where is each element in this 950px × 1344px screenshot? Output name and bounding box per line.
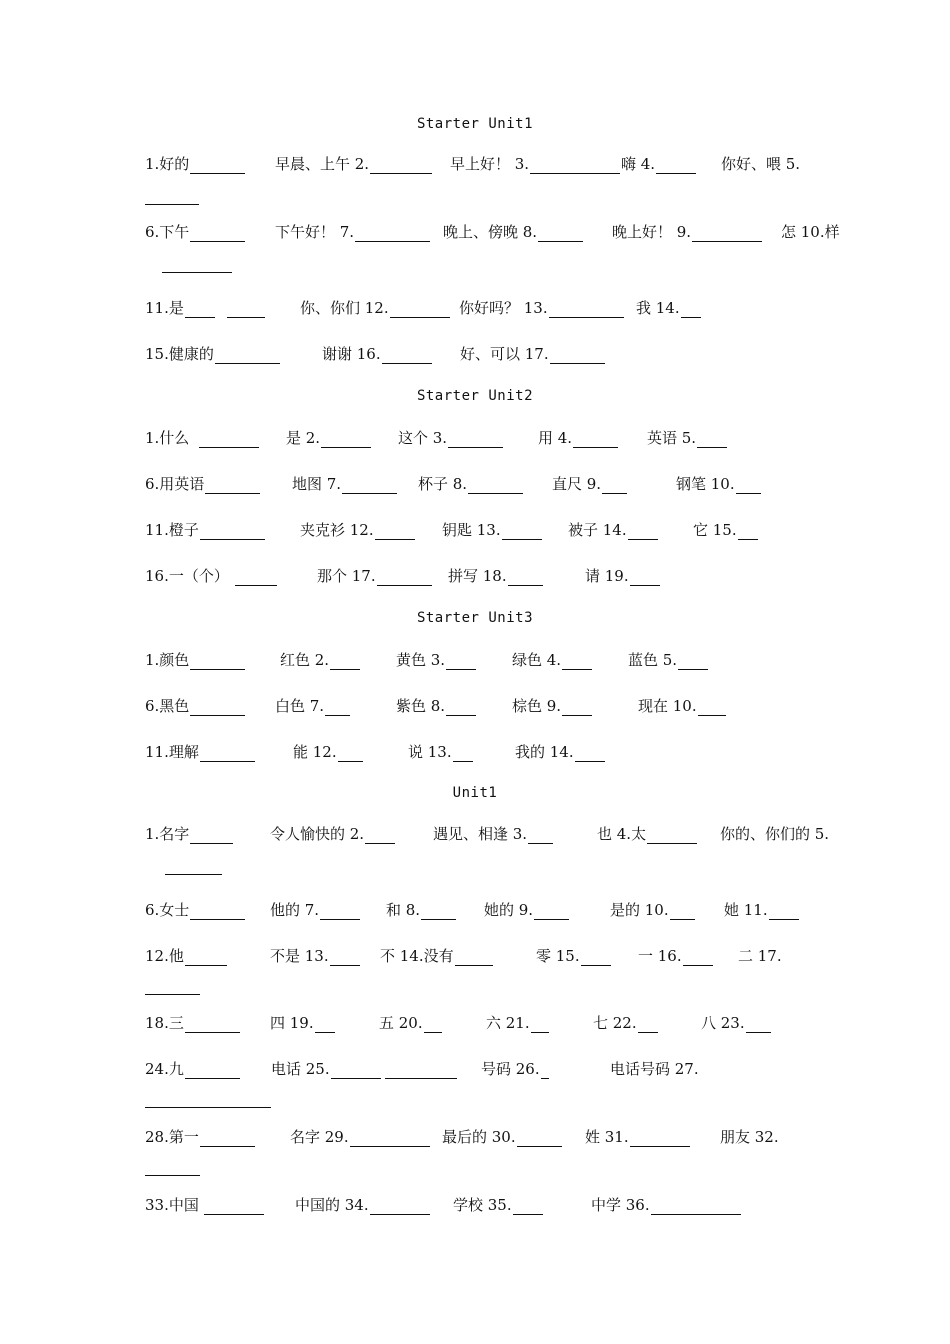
answer-blank[interactable] [692,223,762,242]
worksheet-line [145,520,845,540]
answer-blank[interactable] [531,1014,549,1033]
vocab-item: 它 15. [693,520,758,540]
answer-blank[interactable] [190,155,245,174]
vocab-item: 名字 29. [290,1127,430,1147]
answer-blank[interactable] [331,1060,381,1079]
vocab-item: 怎 10.样 [781,223,840,241]
answer-blank[interactable] [185,1014,240,1033]
vocab-item: 请 19. [585,566,660,586]
vocab-item: 1.颜色 [145,650,245,670]
answer-blank[interactable] [165,873,222,875]
vocab-item: 用 4. [538,428,618,448]
vocab-item: 不是 13. [270,946,360,966]
vocab-item: 杯子 8. [418,474,523,494]
answer-blank[interactable] [502,521,542,540]
answer-blank[interactable] [541,1060,549,1079]
vocab-item: 6.女士 [145,900,245,920]
vocab-item: 蓝色 5. [628,650,708,670]
vocab-item: 33.中国 [145,1195,264,1215]
answer-blank[interactable] [455,947,493,966]
answer-blank[interactable] [145,1174,200,1176]
answer-blank[interactable] [162,271,232,273]
answer-blank[interactable] [227,299,265,318]
answer-blank[interactable] [325,697,350,716]
vocab-item: 12.他 [145,946,227,966]
vocab-item: 拼写 18. [448,566,543,586]
answer-blank[interactable] [573,429,618,448]
worksheet-line [145,428,845,448]
answer-blank[interactable] [190,651,245,670]
vocab-item: 也 4.太 [597,824,697,844]
worksheet-line [145,1195,845,1215]
answer-blank[interactable] [446,651,476,670]
vocab-item: 说 13. [408,742,473,762]
vocab-item: 这个 3. [398,428,503,448]
worksheet-line [145,1127,845,1147]
vocab-item: 28.第一 [145,1127,255,1147]
answer-blank[interactable] [678,651,708,670]
vocab-item: 他的 7. [270,900,360,920]
vocab-item: 那个 17. [317,566,432,586]
answer-blank[interactable] [375,521,415,540]
vocab-item: 不 14.没有 [380,946,493,966]
vocab-item: 最后的 30. [442,1127,562,1147]
answer-blank[interactable] [365,825,395,844]
answer-blank[interactable] [656,155,696,174]
vocab-item: 中学 36. [591,1195,741,1215]
section-title-starter-unit3: Starter Unit3 [416,610,534,626]
vocab-item: 6.用英语 [145,474,260,494]
answer-blank[interactable] [670,901,695,920]
answer-blank[interactable] [630,567,660,586]
answer-blank[interactable] [575,743,605,762]
answer-blank[interactable] [630,1128,690,1147]
vocab-item: 24.九 [145,1059,240,1079]
vocab-item: 现在 10. [638,696,726,716]
answer-blank[interactable] [517,1128,562,1147]
answer-blank[interactable] [421,901,456,920]
vocab-item: 紫色 8. [396,696,476,716]
answer-blank[interactable] [315,1014,335,1033]
worksheet-line [145,696,845,716]
worksheet-line [145,900,845,920]
vocab-item: 晚上好！ 9. [612,222,762,242]
answer-blank[interactable] [769,901,799,920]
answer-blank[interactable] [508,567,543,586]
answer-blank[interactable] [145,203,199,205]
vocab-item: 11.是 [145,298,265,318]
answer-blank[interactable] [382,345,432,364]
worksheet-line [145,1013,845,1033]
vocab-item: 红色 2. [280,650,360,670]
worksheet-line [145,566,845,586]
vocab-item: 6.下午 [145,222,245,242]
vocab-item: 姓 31. [585,1127,690,1147]
vocab-item: 1.好的 [145,154,245,174]
worksheet-line [145,650,845,670]
vocab-item: 朋友 32. [720,1128,779,1146]
answer-blank[interactable] [190,697,245,716]
vocab-item: 二 17. [738,947,782,965]
answer-blank[interactable] [468,475,523,494]
vocab-item: 1.名字 [145,824,233,844]
vocab-item: 号码 26. [481,1059,549,1079]
vocab-item: 五 20. [379,1013,442,1033]
answer-blank[interactable] [549,299,624,318]
answer-blank[interactable] [330,651,360,670]
answer-blank[interactable] [736,475,761,494]
answer-blank[interactable] [738,521,758,540]
answer-blank[interactable] [205,475,260,494]
worksheet-line [145,742,845,762]
answer-blank[interactable] [342,475,397,494]
vocab-item: 11.橙子 [145,520,265,540]
vocab-item: 你的、你们的 5. [720,825,830,843]
vocab-item: 她 11. [724,900,799,920]
answer-blank[interactable] [746,1014,771,1033]
vocab-item: 棕色 9. [512,696,592,716]
vocab-item: 钥匙 13. [442,520,542,540]
answer-blank[interactable] [647,825,697,844]
answer-blank[interactable] [200,521,265,540]
vocab-item: 电话号码 27. [610,1060,699,1078]
vocab-item: 早晨、上午 2. [275,154,432,174]
vocab-item: 地图 7. [292,474,397,494]
answer-blank[interactable] [320,901,360,920]
answer-blank[interactable] [530,155,620,174]
answer-blank[interactable] [370,1196,430,1215]
answer-blank[interactable] [638,1014,658,1033]
answer-blank[interactable] [651,1196,741,1215]
answer-blank[interactable] [355,223,430,242]
answer-blank[interactable] [697,429,727,448]
answer-blank[interactable] [190,825,233,844]
worksheet-line [145,946,845,966]
vocab-item: 中国的 34. [295,1195,430,1215]
answer-blank[interactable] [681,299,701,318]
answer-blank[interactable] [602,475,627,494]
answer-blank[interactable] [448,429,503,448]
answer-blank[interactable] [338,743,363,762]
answer-blank[interactable] [200,743,255,762]
answer-blank[interactable] [215,345,280,364]
vocab-item: 她的 9. [484,900,569,920]
answer-blank[interactable] [204,1196,264,1215]
vocab-item: 我的 14. [515,742,605,762]
vocab-item: 直尺 9. [552,474,627,494]
vocab-item: 18.三 [145,1013,240,1033]
answer-blank[interactable] [321,429,371,448]
vocab-item: 英语 5. [647,428,727,448]
answer-blank[interactable] [185,299,215,318]
worksheet-line [145,298,845,318]
answer-blank[interactable] [377,567,432,586]
vocab-item: 是的 10. [610,900,695,920]
vocab-item: 能 12. [293,742,363,762]
worksheet-line [145,824,845,844]
answer-blank[interactable] [190,223,245,242]
vocab-item: 下午好！ 7. [275,222,430,242]
worksheet-line [145,154,845,174]
answer-blank[interactable] [145,1106,271,1108]
answer-blank[interactable] [200,1128,255,1147]
answer-blank[interactable] [538,223,583,242]
answer-blank[interactable] [628,521,658,540]
vocab-item: 1.什么 [145,428,259,448]
worksheet-line [145,344,845,364]
answer-blank[interactable] [385,1060,457,1079]
answer-blank[interactable] [698,697,726,716]
answer-blank[interactable] [424,1014,442,1033]
vocab-item: 16.一（个） [145,566,277,586]
answer-blank[interactable] [453,743,473,762]
answer-blank[interactable] [446,697,476,716]
answer-blank[interactable] [683,947,713,966]
vocab-item: 早上好！ 3. [450,154,620,174]
worksheet-line [145,474,845,494]
vocab-item: 白色 7. [275,696,350,716]
vocab-item: 学校 35. [453,1195,543,1215]
section-title-starter-unit1: Starter Unit1 [416,116,534,132]
vocab-item: 晚上、傍晚 8. [443,222,583,242]
vocab-item: 遇见、相逢 3. [433,824,553,844]
vocab-item: 6.黑色 [145,696,245,716]
vocab-item: 11.理解 [145,742,255,762]
vocab-item: 令人愉快的 2. [270,824,395,844]
answer-blank[interactable] [390,299,450,318]
vocab-item: 你好、喂 5. [721,155,801,173]
answer-blank[interactable] [513,1196,543,1215]
answer-blank[interactable] [185,1060,240,1079]
vocab-item: 一 16. [638,946,713,966]
answer-blank[interactable] [562,651,592,670]
answer-blank[interactable] [581,947,611,966]
answer-blank[interactable] [350,1128,430,1147]
answer-blank[interactable] [370,155,432,174]
vocab-item: 夹克衫 12. [300,520,415,540]
vocab-item: 我 14. [636,298,701,318]
vocab-item: 你、你们 12. [300,298,450,318]
answer-blank[interactable] [550,345,605,364]
answer-blank[interactable] [199,429,259,448]
answer-blank[interactable] [562,697,592,716]
vocab-item: 嗨 4. [621,154,696,174]
section-title-unit1: Unit1 [452,785,498,801]
vocab-item: 八 23. [701,1013,771,1033]
vocab-item: 零 15. [536,946,611,966]
vocab-item: 谢谢 16. [322,344,432,364]
answer-blank[interactable] [145,993,200,995]
vocab-item: 被子 14. [568,520,658,540]
vocab-item: 15.健康的 [145,344,280,364]
answer-blank[interactable] [330,947,360,966]
section-title-starter-unit2: Starter Unit2 [416,388,534,404]
worksheet-line [145,1059,845,1079]
worksheet-line [145,222,845,242]
answer-blank[interactable] [534,901,569,920]
answer-blank[interactable] [185,947,227,966]
vocab-item: 七 22. [593,1013,658,1033]
vocab-item: 六 21. [486,1013,549,1033]
vocab-item: 好、可以 17. [460,344,605,364]
answer-blank[interactable] [235,567,277,586]
vocab-item: 电话 25. [271,1059,457,1079]
vocab-item: 你好吗？ 13. [459,298,624,318]
vocab-item: 是 2. [286,428,371,448]
vocab-item: 绿色 4. [512,650,592,670]
vocab-item: 四 19. [270,1013,335,1033]
answer-blank[interactable] [528,825,553,844]
vocab-item: 和 8. [386,900,456,920]
vocab-item: 钢笔 10. [676,474,761,494]
answer-blank[interactable] [190,901,245,920]
vocab-item: 黄色 3. [396,650,476,670]
